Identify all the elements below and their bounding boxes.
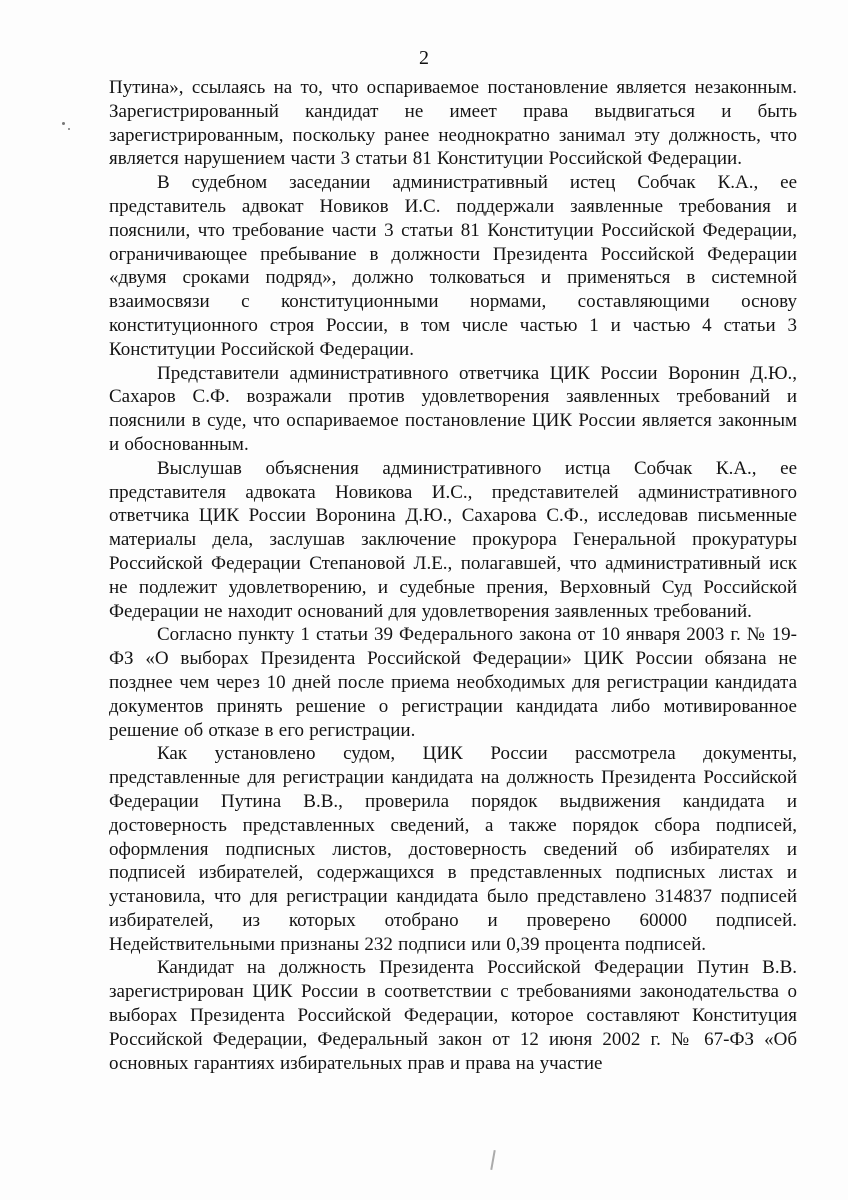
paragraph-respondent: Представители административного ответчика ЦИК России Воронин Д.Ю., Сахаров С.Ф. возражали против удовлетворения заявленных требований и пояснили в суде, что оспариваемое постановление ЦИК России является законным и обоснованным. bbox=[109, 362, 797, 455]
paragraph-continuation: Путина», ссылаясь на то, что оспариваемое постановление является незаконным. Зарегистрированный кандидат не имеет права выдвигаться и быть зарегистрированным, поскольку ранее неоднократно занимал эту должность, что является нарушением части 3 статьи 81 Конституции Российской Федерации. bbox=[109, 77, 797, 170]
page-number: 2 bbox=[419, 47, 429, 69]
scan-speck bbox=[62, 122, 65, 125]
paragraph-law-reference: Согласно пункту 1 статьи 39 Федерального закона от 10 января 2003 г. № 19-ФЗ «О выборах Президента Российской Федерации» ЦИК России обязана не позднее чем через 10 дней после приема необходимых для регистрации кандидата документов принять решение о регистрации кандидата либо мотивированное решение об отказе в его регистрации. bbox=[109, 624, 797, 741]
scan-speck bbox=[68, 128, 70, 130]
document-body bbox=[109, 76, 797, 1075]
pen-mark bbox=[490, 1150, 495, 1170]
paragraph-hearing: В судебном заседании административный истец Собчак К.А., ее представитель адвокат Новиков И.С. поддержали заявленные требования и пояснили, что требование части 3 статьи 81 Конституции Российской Федерации, ограничивающее пребывание в должности Президента Российской Федерации «двумя сроками подряд», должно толковаться и применяться в системной взаимосвязи с конституционными нормами, составляющими основу конституционного строя России, в том числе частью 1 и частью 4 статьи 3 Конституции Российской Федерации. bbox=[109, 172, 797, 360]
paragraph-registration: Кандидат на должность Президента Российской Федерации Путин В.В. зарегистрирован ЦИК России в соответствии с требованиями законодательства о выборах Президента Российской Федерации, которое составляют Конституция Российской Федерации, Федеральный закон от 12 июня 2002 г. № 67-ФЗ «Об основных гарантиях избирательных прав и права на участие bbox=[109, 957, 797, 1074]
paragraph-court-findings: Выслушав объяснения административного истца Собчак К.А., ее представителя адвоката Новикова И.С., представителей административного ответчика ЦИК России Воронина Д.Ю., Сахарова С.Ф., исследовав письменные материалы дела, заслушав заключение прокурора Генеральной прокуратуры Российской Федерации Степановой Л.Е., полагавшей, что административный иск не подлежит удовлетворению, и судебные прения, Верховный Суд Российской Федерации не находит оснований для удовлетворения заявленных требований. bbox=[109, 457, 797, 622]
paragraph-established-facts: Как установлено судом, ЦИК России рассмотрела документы, представленные для регистрации кандидата на должность Президента Российской Федерации Путина В.В., проверила порядок выдвижения кандидата и достоверность представленных сведений, а также порядок сбора подписей, оформления подписных листов, достоверность сведений об избирателях и подписей избирателей, содержащихся в представленных подписных листах и установила, что для регистрации кандидата было представлено 314837 подписей избирателей, из которых отобрано и проверено 60000 подписей. Недействительными признаны 232 подписи или 0,39 процента подписей. bbox=[109, 743, 797, 955]
